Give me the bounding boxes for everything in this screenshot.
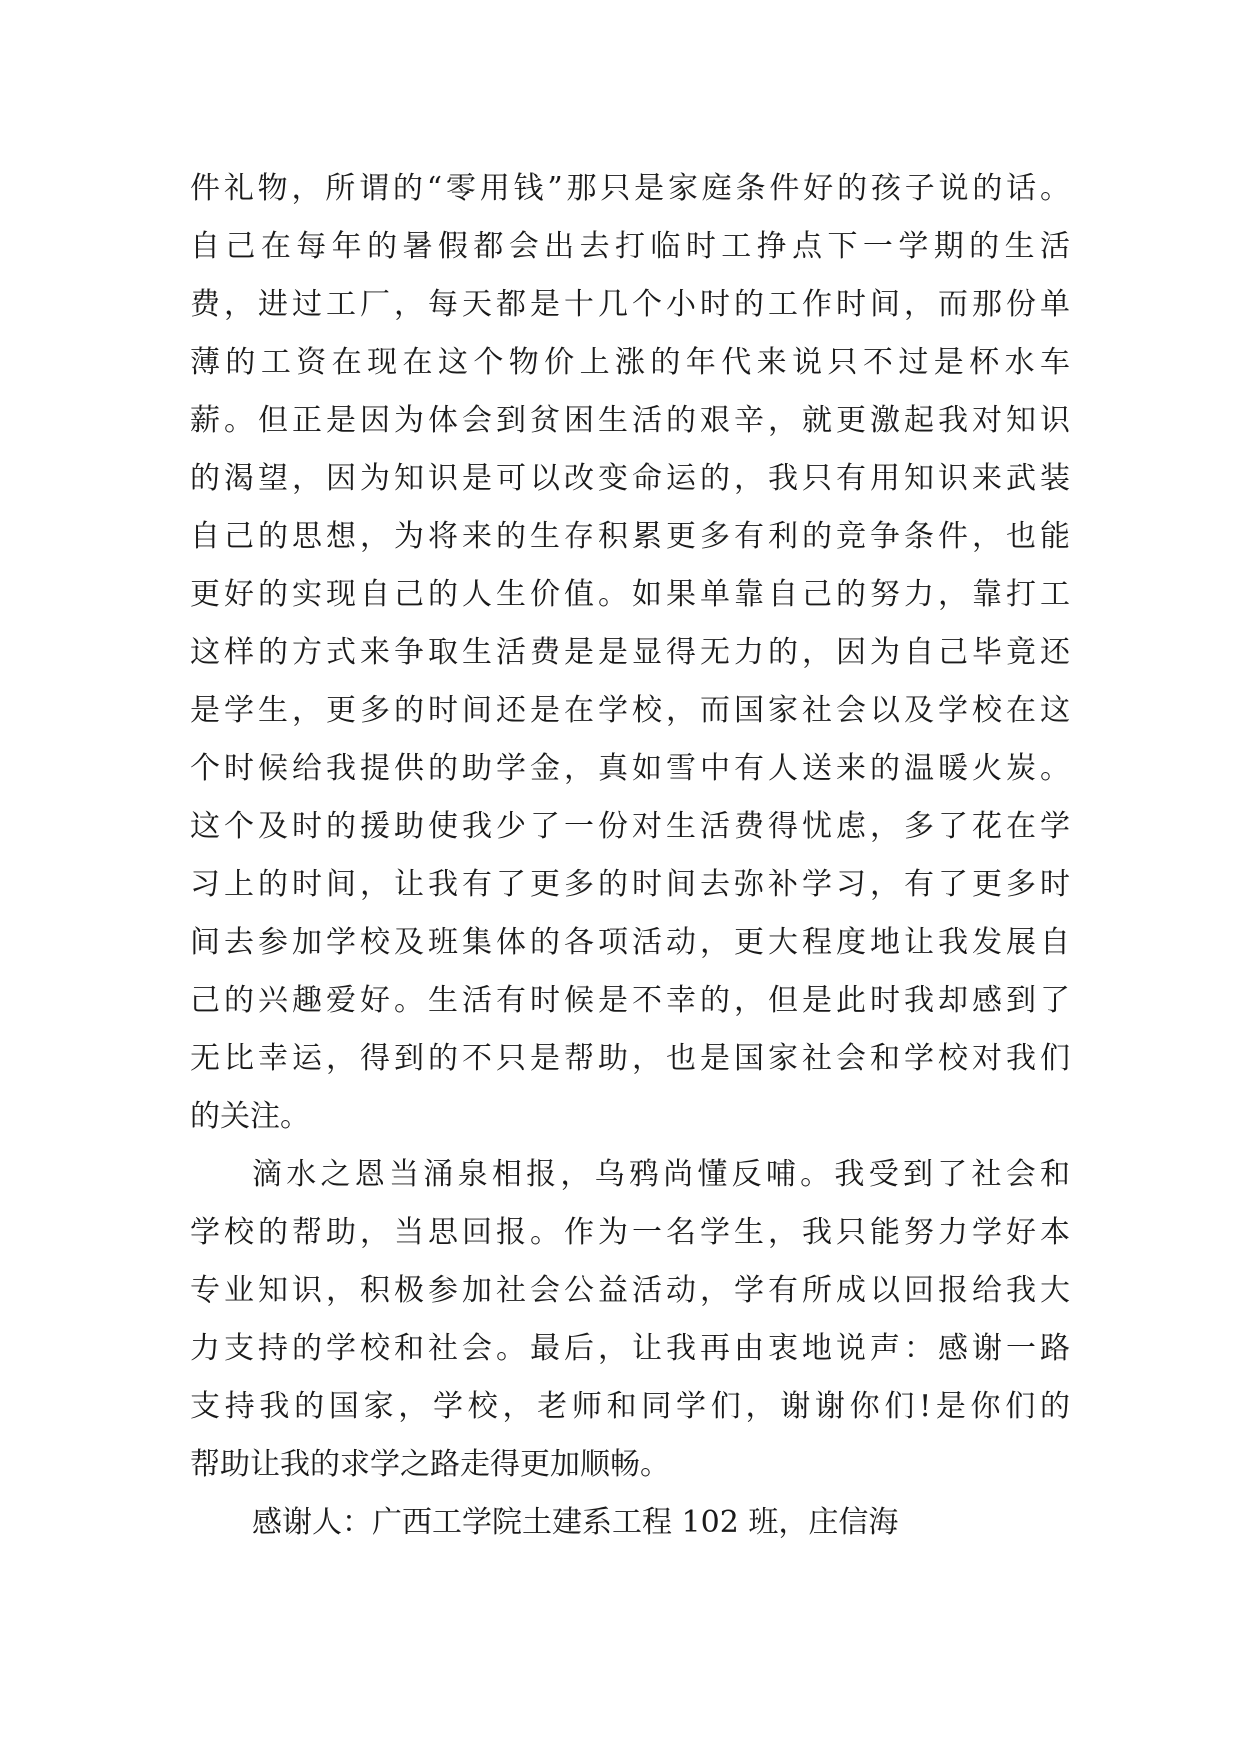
- paragraph-line: 滴水之恩当涌泉相报，乌鸦尚懂反哺。我受到了社会和: [252, 1157, 1070, 1192]
- paragraph-line: 个时候给我提供的助学金，真如雪中有人送来的温暖火炭。: [190, 751, 1070, 786]
- paragraph-line: 自己在每年的暑假都会出去打临时工挣点下一学期的生活: [190, 229, 1070, 264]
- signature-line: 感谢人：广西工学院土建系工程 102 班，庄信海: [252, 1505, 899, 1540]
- paragraph-line: 帮助让我的求学之路走得更加顺畅。: [190, 1447, 670, 1482]
- paragraph-line: 力支持的学校和社会。最后，让我再由衷地说声：感谢一路: [190, 1331, 1070, 1366]
- paragraph-line: 件礼物，所谓的“零用钱”那只是家庭条件好的孩子说的话。: [190, 171, 1070, 206]
- paragraph-line: 支持我的国家，学校，老师和同学们，谢谢你们!是你们的: [190, 1389, 1070, 1424]
- paragraph-line: 这样的方式来争取生活费是是显得无力的，因为自己毕竟还: [190, 635, 1070, 670]
- paragraph-line: 更好的实现自己的人生价值。如果单靠自己的努力，靠打工: [190, 577, 1070, 612]
- paragraph-line: 薄的工资在现在这个物价上涨的年代来说只不过是杯水车: [190, 345, 1070, 380]
- paragraph-line: 习上的时间，让我有了更多的时间去弥补学习，有了更多时: [190, 867, 1070, 902]
- paragraph-line: 的渴望，因为知识是可以改变命运的，我只有用知识来武装: [190, 461, 1070, 496]
- paragraph-line: 己的兴趣爱好。生活有时候是不幸的，但是此时我却感到了: [190, 983, 1070, 1018]
- paragraph-line: 的关注。: [190, 1099, 310, 1134]
- paragraph-line: 这个及时的援助使我少了一份对生活费得忧虑，多了花在学: [190, 809, 1070, 844]
- paragraph-line: 自己的思想，为将来的生存积累更多有利的竞争条件，也能: [190, 519, 1070, 554]
- paragraph-line: 学校的帮助，当思回报。作为一名学生，我只能努力学好本: [190, 1215, 1070, 1250]
- paragraph-line: 是学生，更多的时间还是在学校，而国家社会以及学校在这: [190, 693, 1070, 728]
- paragraph-line: 专业知识，积极参加社会公益活动，学有所成以回报给我大: [190, 1273, 1070, 1308]
- paragraph-line: 费，进过工厂，每天都是十几个小时的工作时间，而那份单: [190, 287, 1070, 322]
- paragraph-line: 薪。但正是因为体会到贫困生活的艰辛，就更激起我对知识: [190, 403, 1070, 438]
- paragraph-line: 间去参加学校及班集体的各项活动，更大程度地让我发展自: [190, 925, 1070, 960]
- document-body: [190, 160, 1070, 1552]
- paragraph-line: 无比幸运，得到的不只是帮助，也是国家社会和学校对我们: [190, 1041, 1070, 1076]
